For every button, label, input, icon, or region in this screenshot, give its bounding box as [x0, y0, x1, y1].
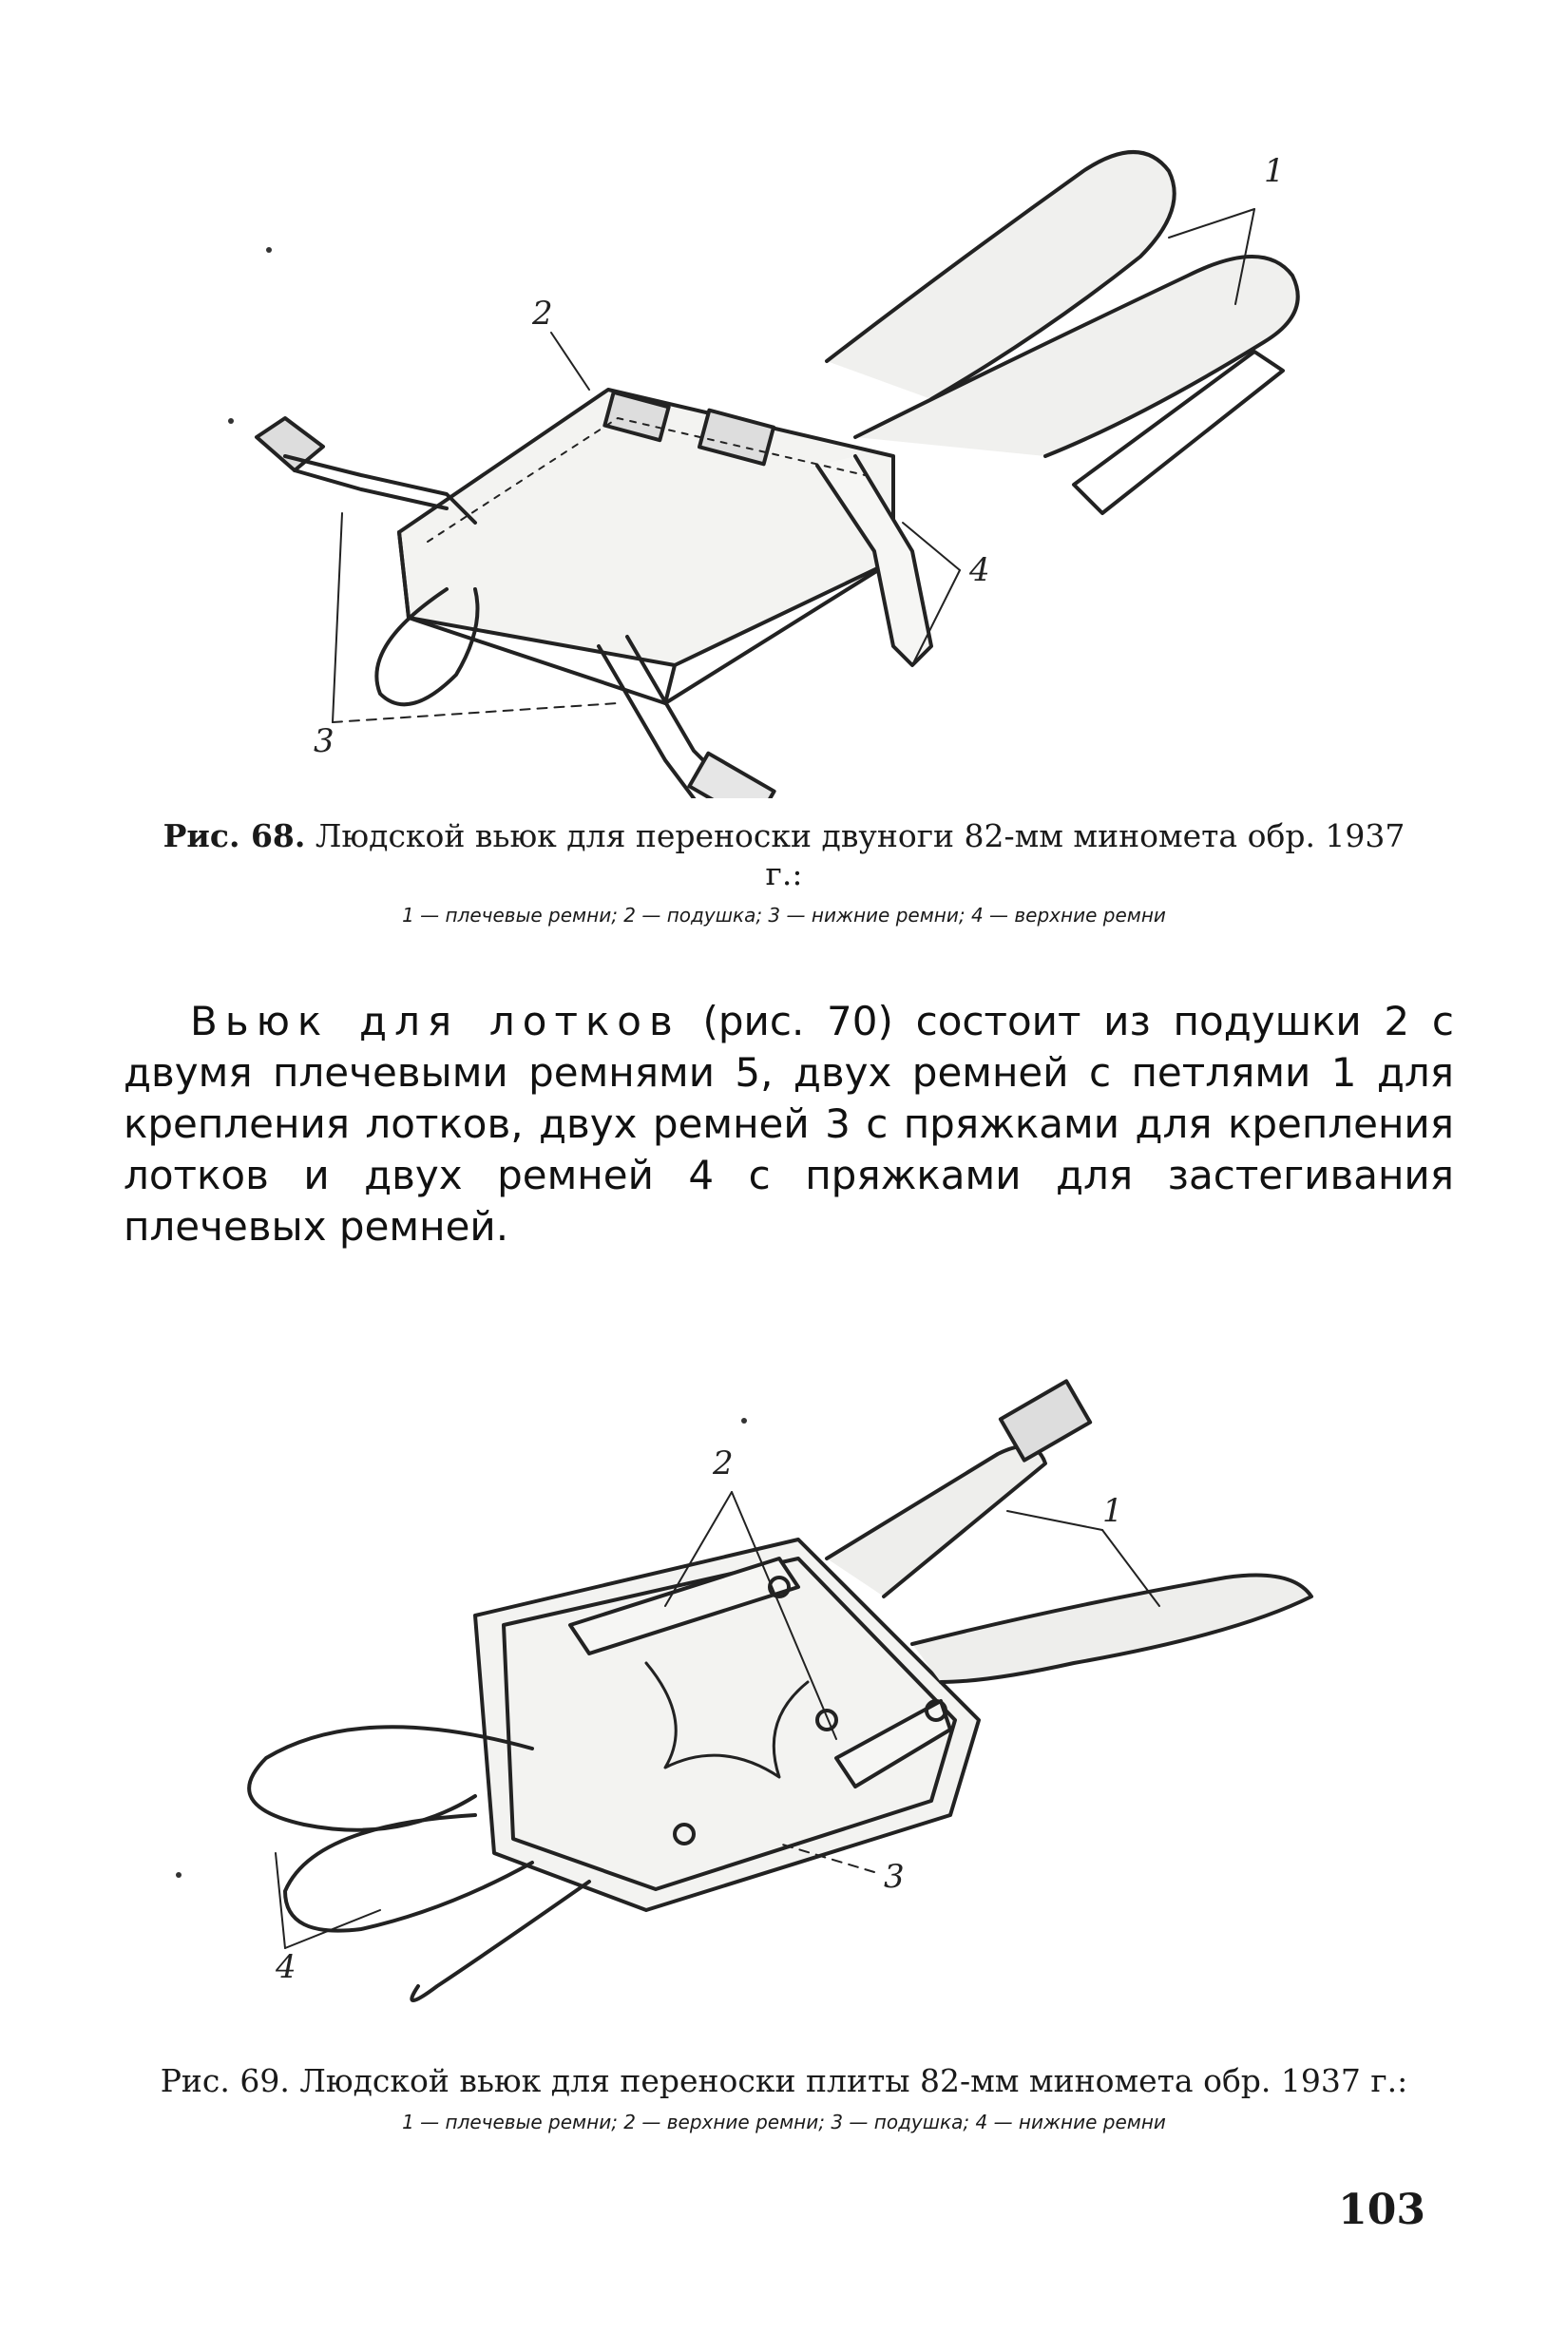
figure-68-drawing	[0, 114, 1568, 798]
body-paragraph-lead: Вьюк для лотков	[190, 998, 680, 1044]
scan-speck	[266, 247, 272, 253]
page-number: 103	[1338, 2186, 1425, 2234]
scan-speck	[228, 418, 234, 424]
figure-68-callout-3: 3	[314, 722, 335, 760]
figure-68-caption-title	[143, 817, 1425, 893]
figure-69-caption-title	[143, 2062, 1425, 2100]
figure-68-caption-prefix: Рис. 68.	[163, 817, 306, 854]
body-paragraph	[124, 996, 1454, 1252]
figure-68-caption-text: Людской вьюк для переноски двуноги 82-мм миномета обр. 1937 г.:	[315, 817, 1405, 892]
figure-69-caption-text: Людской вьюк для переноски плиты 82-мм миномета обр. 1937 г.:	[299, 2062, 1408, 2099]
figure-69-callout-3: 3	[884, 1858, 905, 1896]
figure-69-drawing	[0, 1321, 1568, 2062]
figure-68-illustration	[0, 114, 1568, 798]
figure-69-caption	[143, 2062, 1425, 2134]
body-paragraph-text: (рис. 70) состоит из подушки 2 с двумя плечевыми ремнями 5, двух ремней с петлями 1 для крепления лотков, двух ремней 3 с пряжками для крепления лотков и двух ремней 4 с пряжками для застегивания плечевых ремней.	[124, 998, 1454, 1250]
figure-68-callout-4: 4	[969, 551, 990, 589]
figure-68-legend: 1 — плечевые ремни; 2 — подушка; 3 — нижние ремни; 4 — верхние ремни	[402, 904, 1166, 927]
figure-69-callout-1: 1	[1102, 1492, 1123, 1530]
figure-68-callout-2: 2	[532, 295, 553, 333]
scan-speck	[741, 1418, 747, 1424]
figure-68-callout-1: 1	[1264, 152, 1285, 190]
figure-69-illustration	[0, 1321, 1568, 2062]
figure-69-caption-prefix: Рис. 69.	[160, 2062, 290, 2099]
figure-69-callout-4: 4	[276, 1948, 296, 1986]
figure-69-callout-2: 2	[713, 1444, 734, 1482]
figure-69-legend: 1 — плечевые ремни; 2 — верхние ремни; 3 — подушка; 4 — нижние ремни	[402, 2111, 1166, 2133]
figure-68-caption	[143, 817, 1425, 927]
scan-speck	[176, 1872, 182, 1878]
